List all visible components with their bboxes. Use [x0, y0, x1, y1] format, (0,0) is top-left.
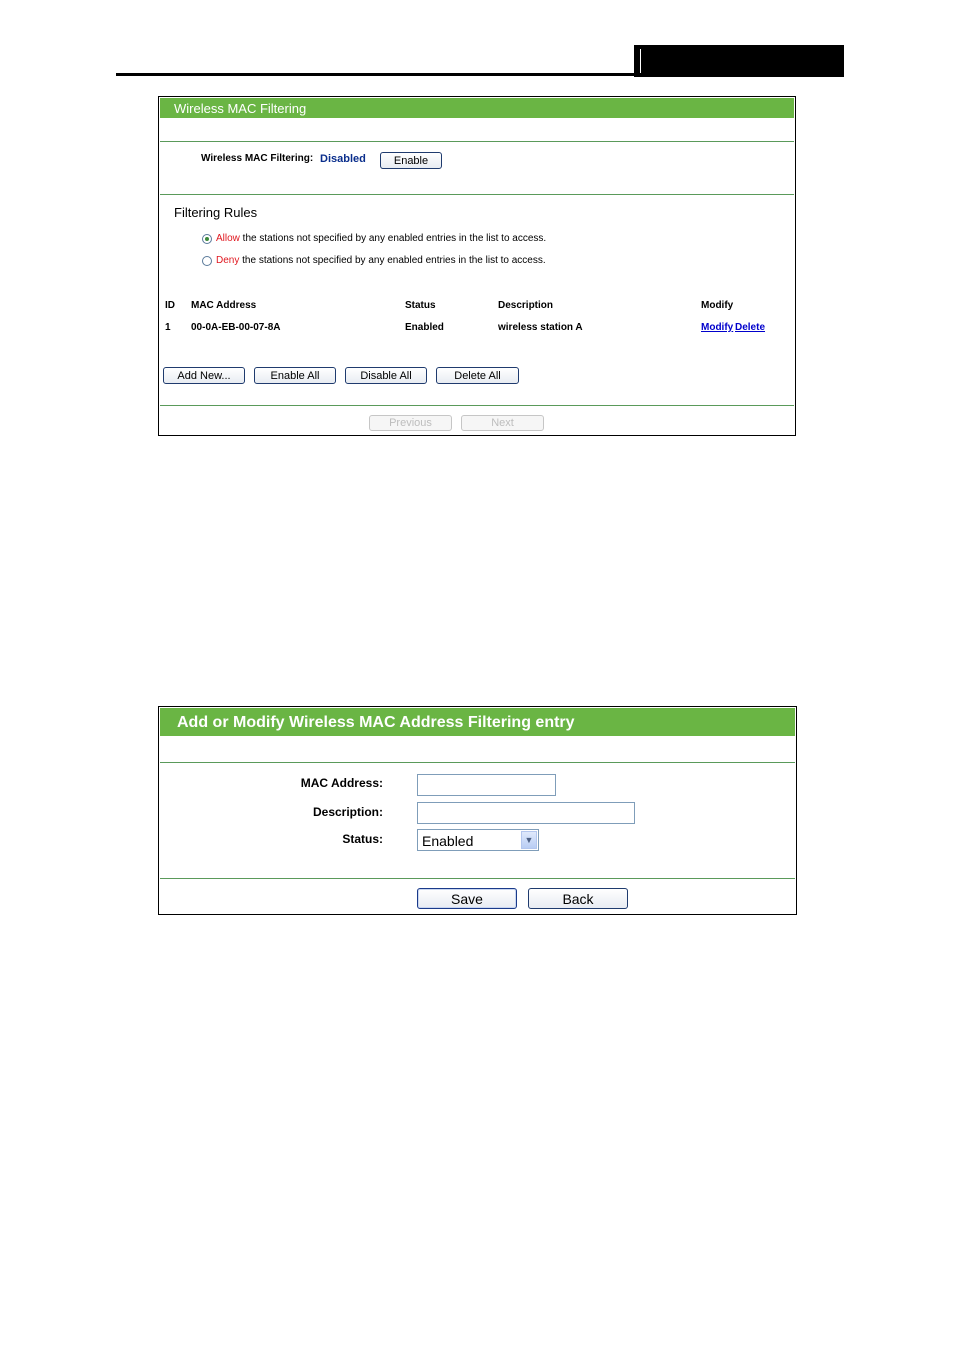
- row-description: wireless station A: [498, 322, 583, 333]
- mac-filtering-panel: [158, 96, 796, 436]
- allow-radio[interactable]: [202, 234, 212, 244]
- divider: [160, 405, 794, 406]
- description-label: Description:: [312, 805, 383, 819]
- entry-panel: [158, 706, 797, 915]
- allow-option[interactable]: [216, 233, 546, 244]
- status-label: Status:: [342, 832, 383, 846]
- entry-title-bar: [160, 708, 795, 736]
- delete-all-button[interactable]: Delete All: [436, 367, 519, 384]
- divider: [160, 762, 795, 763]
- filtering-status: Disabled: [320, 153, 366, 165]
- header-rule: [116, 73, 844, 76]
- row-delete-link[interactable]: Delete: [735, 322, 766, 333]
- entry-title: Add or Modify Wireless MAC Address Filtering entry: [177, 714, 575, 731]
- deny-radio[interactable]: [202, 256, 212, 266]
- panel-title: Wireless MAC Filtering: [174, 101, 307, 116]
- add-new-button[interactable]: Add New...: [163, 367, 245, 384]
- enable-button[interactable]: Enable: [380, 152, 442, 169]
- disable-all-button[interactable]: Disable All: [345, 367, 427, 384]
- deny-text: the stations not specified by any enabled entries in the list to access.: [239, 255, 546, 266]
- save-button[interactable]: Save: [417, 888, 517, 909]
- divider: [160, 878, 795, 879]
- previous-button[interactable]: Previous: [369, 415, 452, 431]
- deny-keyword: Deny: [216, 255, 240, 266]
- col-header-id: ID: [165, 300, 175, 311]
- divider: [160, 141, 794, 142]
- status-select-value: Enabled: [422, 833, 474, 849]
- status-select[interactable]: [417, 829, 539, 851]
- filtering-rules-heading: Filtering Rules: [174, 205, 258, 220]
- row-status: Enabled: [405, 322, 444, 333]
- mac-address-input[interactable]: [417, 774, 556, 796]
- filtering-label: Wireless MAC Filtering:: [201, 153, 314, 164]
- description-input[interactable]: [417, 802, 635, 824]
- row-id: 1: [165, 322, 171, 333]
- back-button[interactable]: Back: [528, 888, 628, 909]
- allow-text: the stations not specified by any enabled entries in the list to access.: [239, 233, 547, 244]
- col-header-status: Status: [405, 300, 436, 311]
- row-modify-link[interactable]: Modify: [701, 322, 734, 333]
- divider: [160, 194, 794, 195]
- row-mac: 00-0A-EB-00-07-8A: [191, 322, 281, 333]
- col-header-modify: Modify: [701, 300, 734, 311]
- panel-title-bar: [160, 98, 794, 118]
- allow-keyword: Allow: [216, 233, 240, 244]
- deny-option[interactable]: [216, 255, 546, 266]
- next-button[interactable]: Next: [461, 415, 544, 431]
- chevron-down-icon[interactable]: ▼: [521, 831, 537, 849]
- col-header-description: Description: [498, 300, 554, 311]
- enable-all-button[interactable]: Enable All: [254, 367, 336, 384]
- col-header-mac: MAC Address: [191, 300, 257, 311]
- mac-address-label: MAC Address:: [300, 776, 383, 790]
